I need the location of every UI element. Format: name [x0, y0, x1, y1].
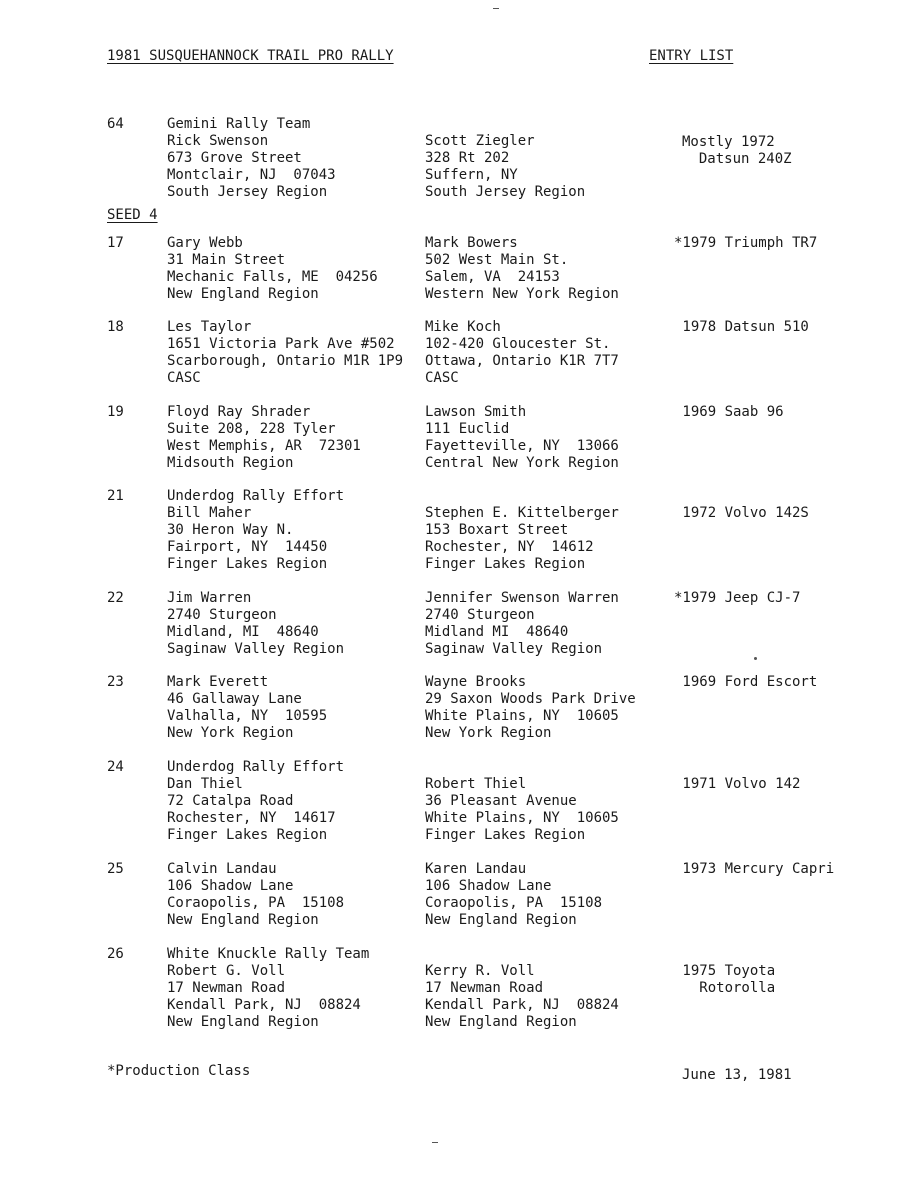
- codriver-block: Karen Landau 106 Shadow Lane Coraopolis, PA 15108 New England Region: [425, 861, 603, 928]
- production-class-note: *Production Class: [107, 1063, 251, 1079]
- car-number: 18: [107, 319, 124, 335]
- car-number: 22: [107, 590, 124, 606]
- car-number: 21: [107, 488, 124, 504]
- driver-block: Gary Webb 31 Main Street Mechanic Falls, ME 04256 New England Region: [167, 235, 378, 302]
- driver-block: Calvin Landau 106 Shadow Lane Coraopolis, PA 15108 New England Region: [167, 861, 345, 928]
- car-model: *1979 Jeep CJ-7: [674, 590, 801, 606]
- driver-block: Floyd Ray Shrader Suite 208, 228 Tyler West Memphis, AR 72301 Midsouth Region: [167, 404, 361, 471]
- driver-block: White Knuckle Rally Team Robert G. Voll 17 Newman Road Kendall Park, NJ 08824 New England Region: [167, 946, 370, 1030]
- codriver-block: Kerry R. Voll 17 Newman Road Kendall Park, NJ 08824 New England Region: [425, 963, 619, 1030]
- codriver-block: Stephen E. Kittelberger 153 Boxart Street Rochester, NY 14612 Finger Lakes Region: [425, 505, 619, 572]
- car-number: 19: [107, 404, 124, 420]
- driver-block: Underdog Rally Effort Bill Maher 30 Heron Way N. Fairport, NY 14450 Finger Lakes Region: [167, 488, 345, 572]
- driver-block: Jim Warren 2740 Sturgeon Midland, MI 48640 Saginaw Valley Region: [167, 590, 345, 657]
- codriver-block: Scott Ziegler 328 Rt 202 Suffern, NY South Jersey Region: [425, 133, 586, 200]
- car-number: 17: [107, 235, 124, 251]
- codriver-block: Jennifer Swenson Warren 2740 Sturgeon Midland MI 48640 Saginaw Valley Region: [425, 590, 619, 657]
- car-model: 1969 Saab 96: [674, 404, 784, 420]
- car-number: 23: [107, 674, 124, 690]
- scan-speck: [754, 657, 757, 660]
- car-model: 1972 Volvo 142S: [682, 505, 809, 521]
- scan-speck: [432, 1142, 438, 1143]
- entry-list-label: ENTRY LIST: [649, 48, 734, 64]
- seed-label: SEED 4: [107, 207, 158, 223]
- car-model: 1971 Volvo 142: [682, 776, 801, 792]
- driver-block: Mark Everett 46 Gallaway Lane Valhalla, NY 10595 New York Region: [167, 674, 328, 741]
- codriver-block: Robert Thiel 36 Pleasant Avenue White Plains, NY 10605 Finger Lakes Region: [425, 776, 619, 843]
- scan-speck: [493, 8, 499, 9]
- driver-block: Gemini Rally Team Rick Swenson 673 Grove Street Montclair, NJ 07043 South Jersey Region: [167, 116, 336, 200]
- car-model: *1979 Triumph TR7: [674, 235, 818, 251]
- car-model: 1975 Toyota Rotorolla: [682, 963, 776, 996]
- codriver-block: Lawson Smith 111 Euclid Fayetteville, NY 13066 Central New York Region: [425, 404, 619, 471]
- car-model: 1978 Datsun 510: [674, 319, 809, 335]
- car-number: 64: [107, 116, 124, 132]
- document-date: June 13, 1981: [682, 1067, 792, 1083]
- car-model: 1973 Mercury Capri: [674, 861, 835, 877]
- car-number: 26: [107, 946, 124, 962]
- car-model: 1969 Ford Escort: [674, 674, 818, 690]
- codriver-block: Wayne Brooks 29 Saxon Woods Park Drive White Plains, NY 10605 New York Region: [425, 674, 636, 741]
- car-number: 24: [107, 759, 124, 775]
- car-model: Mostly 1972 Datsun 240Z: [682, 134, 792, 167]
- driver-block: Les Taylor 1651 Victoria Park Ave #502 Scarborough, Ontario M1R 1P9 CASC: [167, 319, 404, 386]
- codriver-block: Mike Koch 102-420 Gloucester St. Ottawa, Ontario K1R 7T7 CASC: [425, 319, 619, 386]
- codriver-block: Mark Bowers 502 West Main St. Salem, VA 24153 Western New York Region: [425, 235, 619, 302]
- driver-block: Underdog Rally Effort Dan Thiel 72 Catalpa Road Rochester, NY 14617 Finger Lakes Region: [167, 759, 345, 843]
- car-number: 25: [107, 861, 124, 877]
- document-title: 1981 SUSQUEHANNOCK TRAIL PRO RALLY: [107, 48, 394, 64]
